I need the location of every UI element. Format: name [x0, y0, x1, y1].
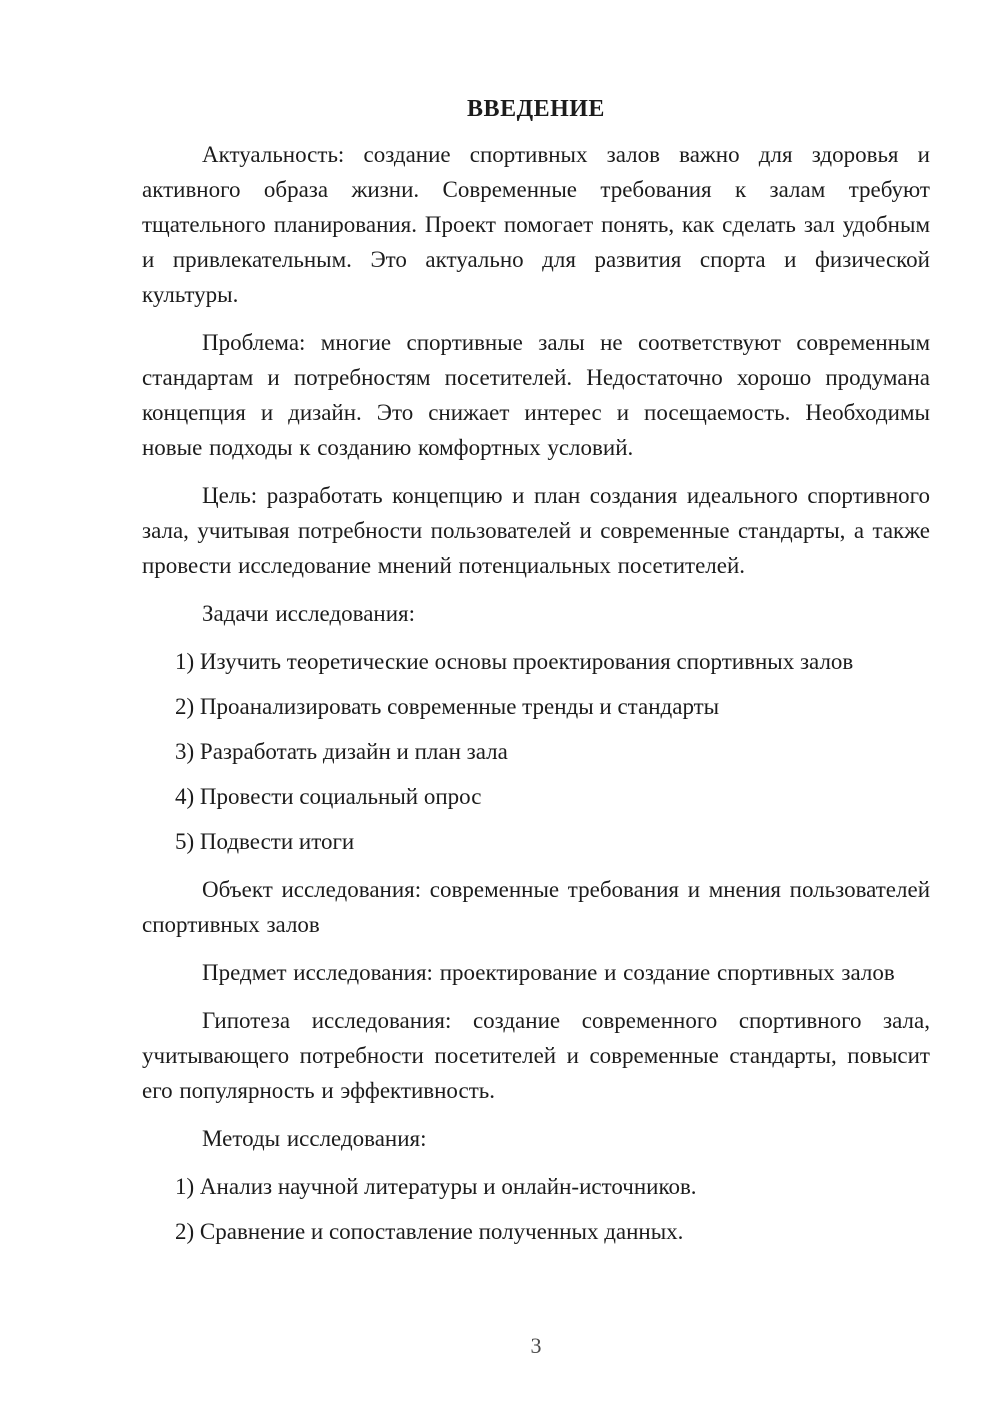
- paragraph-hypothesis: Гипотеза исследования: создание современного спортивного зала, учитывающего потребности посетителей и современные стандарты, повысит его популярность и эффективность.: [142, 1008, 930, 1103]
- method-item-1: 1) Анализ научной литературы и онлайн-источников.: [175, 1174, 697, 1199]
- paragraph-object: Объект исследования: современные требования и мнения пользователей спортивных залов: [142, 877, 930, 937]
- methods-list: [142, 1169, 930, 1249]
- paragraph-relevance: Актуальность: создание спортивных залов важно для здоровья и активного образа жизни. Современные требования к залам требуют тщательного планирования. Проект помогает понять, как сделать зал удобным и привлекательным. Это актуально для развития спорта и физической культуры.: [142, 142, 930, 307]
- task-item-3: 3) Разработать дизайн и план зала: [175, 739, 508, 764]
- task-item-2: 2) Проанализировать современные тренды и стандарты: [175, 694, 720, 719]
- paragraph-goal: Цель: разработать концепцию и план создания идеального спортивного зала, учитывая потребности пользователей и современные стандарты, а также провести исследование мнений потенциальных посетителей.: [142, 483, 930, 578]
- page-number: 3: [530, 1333, 542, 1358]
- task-item-5: 5) Подвести итоги: [175, 829, 355, 854]
- paragraph-subject: Предмет исследования: проектирование и создание спортивных залов: [202, 960, 895, 985]
- tasks-heading: Задачи исследования:: [202, 601, 416, 626]
- paragraph-problem: Проблема: многие спортивные залы не соответствуют современным стандартам и потребностям посетителей. Недостаточно хорошо продумана концепция и дизайн. Это снижает интерес и посещаемость. Необходимы новые подходы к созданию комфортных условий.: [142, 330, 930, 460]
- methods-heading: Методы исследования:: [202, 1126, 427, 1151]
- task-item-4: 4) Провести социальный опрос: [175, 784, 482, 809]
- document-content: [142, 92, 930, 1262]
- task-item-1: 1) Изучить теоретические основы проектирования спортивных залов: [175, 649, 854, 674]
- method-item-2: 2) Сравнение и сопоставление полученных данных.: [175, 1219, 684, 1244]
- tasks-list: [142, 644, 930, 859]
- section-title: ВВЕДЕНИЕ: [467, 96, 605, 122]
